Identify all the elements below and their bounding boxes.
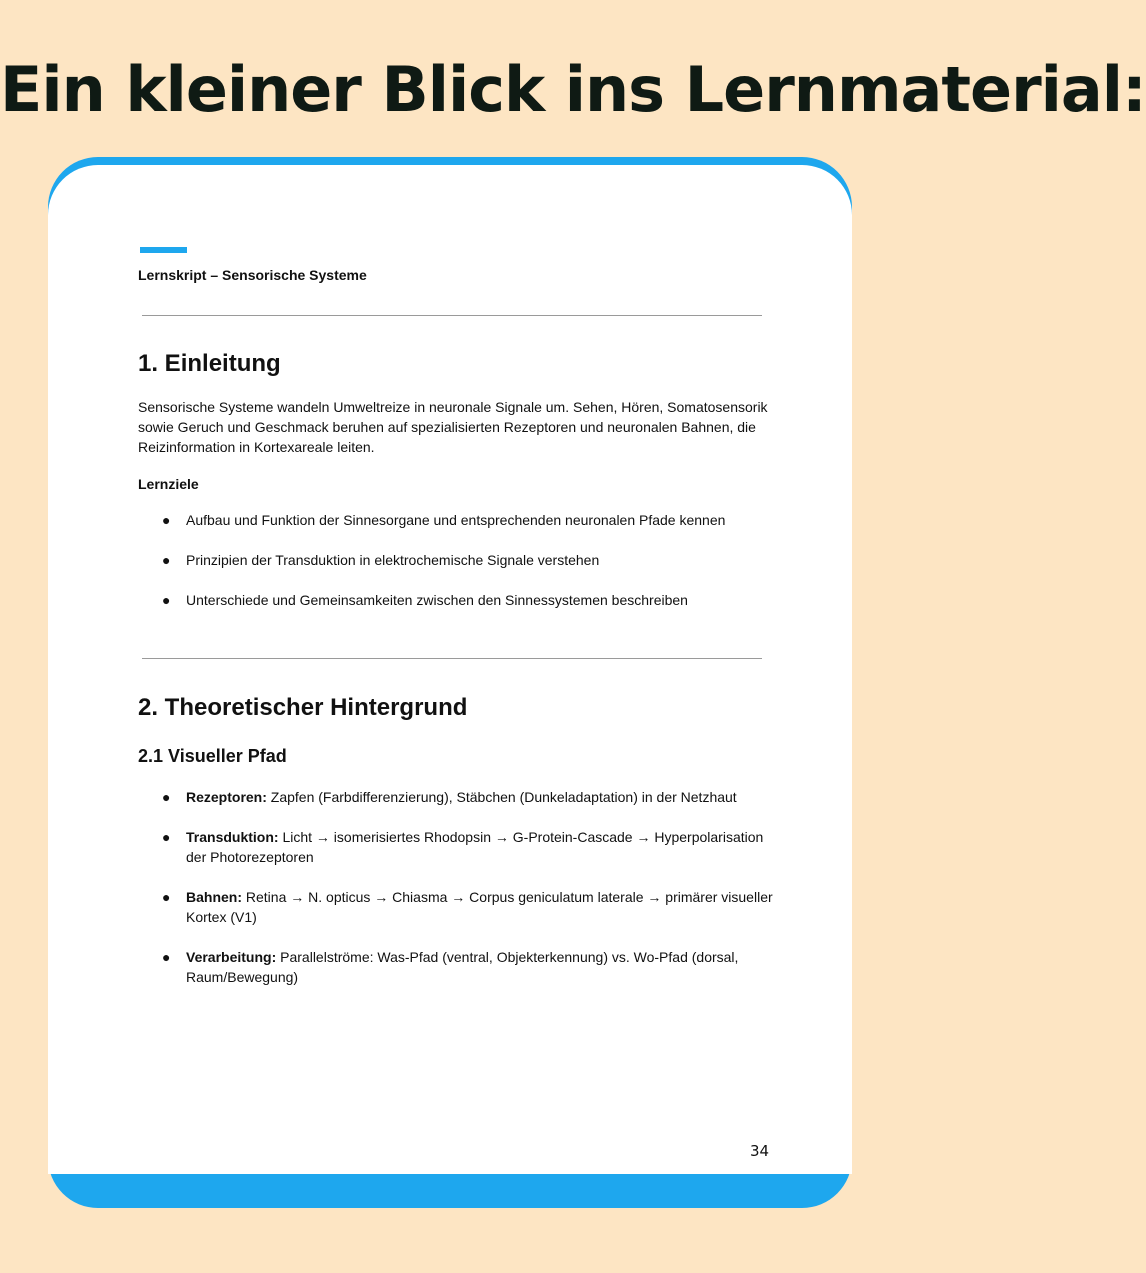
list-item: [138, 787, 778, 807]
list-item-label: Verarbeitung:: [186, 949, 277, 965]
list-item-label: Transduktion:: [186, 829, 279, 845]
banner-title: Ein kleiner Blick ins Lernmaterial:: [0, 53, 1146, 126]
bullet-icon: ●: [162, 512, 171, 528]
bullet-icon: ●: [162, 829, 171, 845]
list-item-label: Rezeptoren:: [186, 789, 267, 805]
intro-paragraph: Sensorische Systeme wandeln Umweltreize in neuronale Signale um. Sehen, Hören, Somatosensorik sowie Geruch und Geschmack beruhen auf spezialisierten Rezeptoren und neuronalen Bahnen, die Reizinformation in Kortexareale leiten.: [138, 399, 768, 455]
accent-bar: [140, 247, 187, 253]
subsection-title-visueller-pfad: 2.1 Visueller Pfad: [138, 746, 287, 766]
list-item: [138, 947, 778, 987]
section-title-hintergrund: 2. Theoretischer Hintergrund: [138, 694, 468, 721]
list-item: [138, 590, 778, 610]
lernziele-list: [138, 510, 778, 610]
document-page: [48, 165, 852, 1174]
divider: [142, 315, 762, 316]
list-item-text: Aufbau und Funktion der Sinnesorgane und entsprechenden neuronalen Pfade kennen: [186, 512, 726, 528]
section-title-einleitung: 1. Einleitung: [138, 350, 281, 377]
list-item: [138, 887, 778, 927]
lernziele-heading: Lernziele: [138, 476, 199, 492]
list-item-text: Retina → N. opticus → Chiasma → Corpus geniculatum laterale → primärer visueller Kortex (V1): [186, 889, 773, 925]
list-item: [138, 550, 778, 570]
bullet-icon: ●: [162, 552, 171, 568]
bullet-icon: ●: [162, 789, 171, 805]
bullet-icon: ●: [162, 592, 171, 608]
list-item-text: Unterschiede und Gemeinsamkeiten zwischen den Sinnessystemen beschreiben: [186, 592, 688, 608]
document-page-frame: [48, 157, 852, 1208]
page-number: 34: [750, 1142, 770, 1160]
document-header: Lernskript – Sensorische Systeme: [138, 267, 367, 283]
list-item-label: Bahnen:: [186, 889, 242, 905]
bullet-icon: ●: [162, 889, 171, 905]
list-item-text: Parallelströme: Was-Pfad (ventral, Objekterkennung) vs. Wo-Pfad (dorsal, Raum/Bewegung): [186, 949, 739, 985]
divider: [142, 658, 762, 659]
list-item-text: Zapfen (Farbdifferenzierung), Stäbchen (Dunkeladaptation) in der Netzhaut: [266, 789, 737, 805]
list-item: [138, 510, 778, 530]
bullet-icon: ●: [162, 949, 171, 965]
list-item: [138, 827, 778, 867]
visueller-pfad-list: [138, 787, 778, 987]
list-item-text: Licht → isomerisiertes Rhodopsin → G-Protein-Cascade → Hyperpolarisation der Photorezeptoren: [186, 829, 764, 865]
list-item-text: Prinzipien der Transduktion in elektrochemische Signale verstehen: [186, 552, 600, 568]
